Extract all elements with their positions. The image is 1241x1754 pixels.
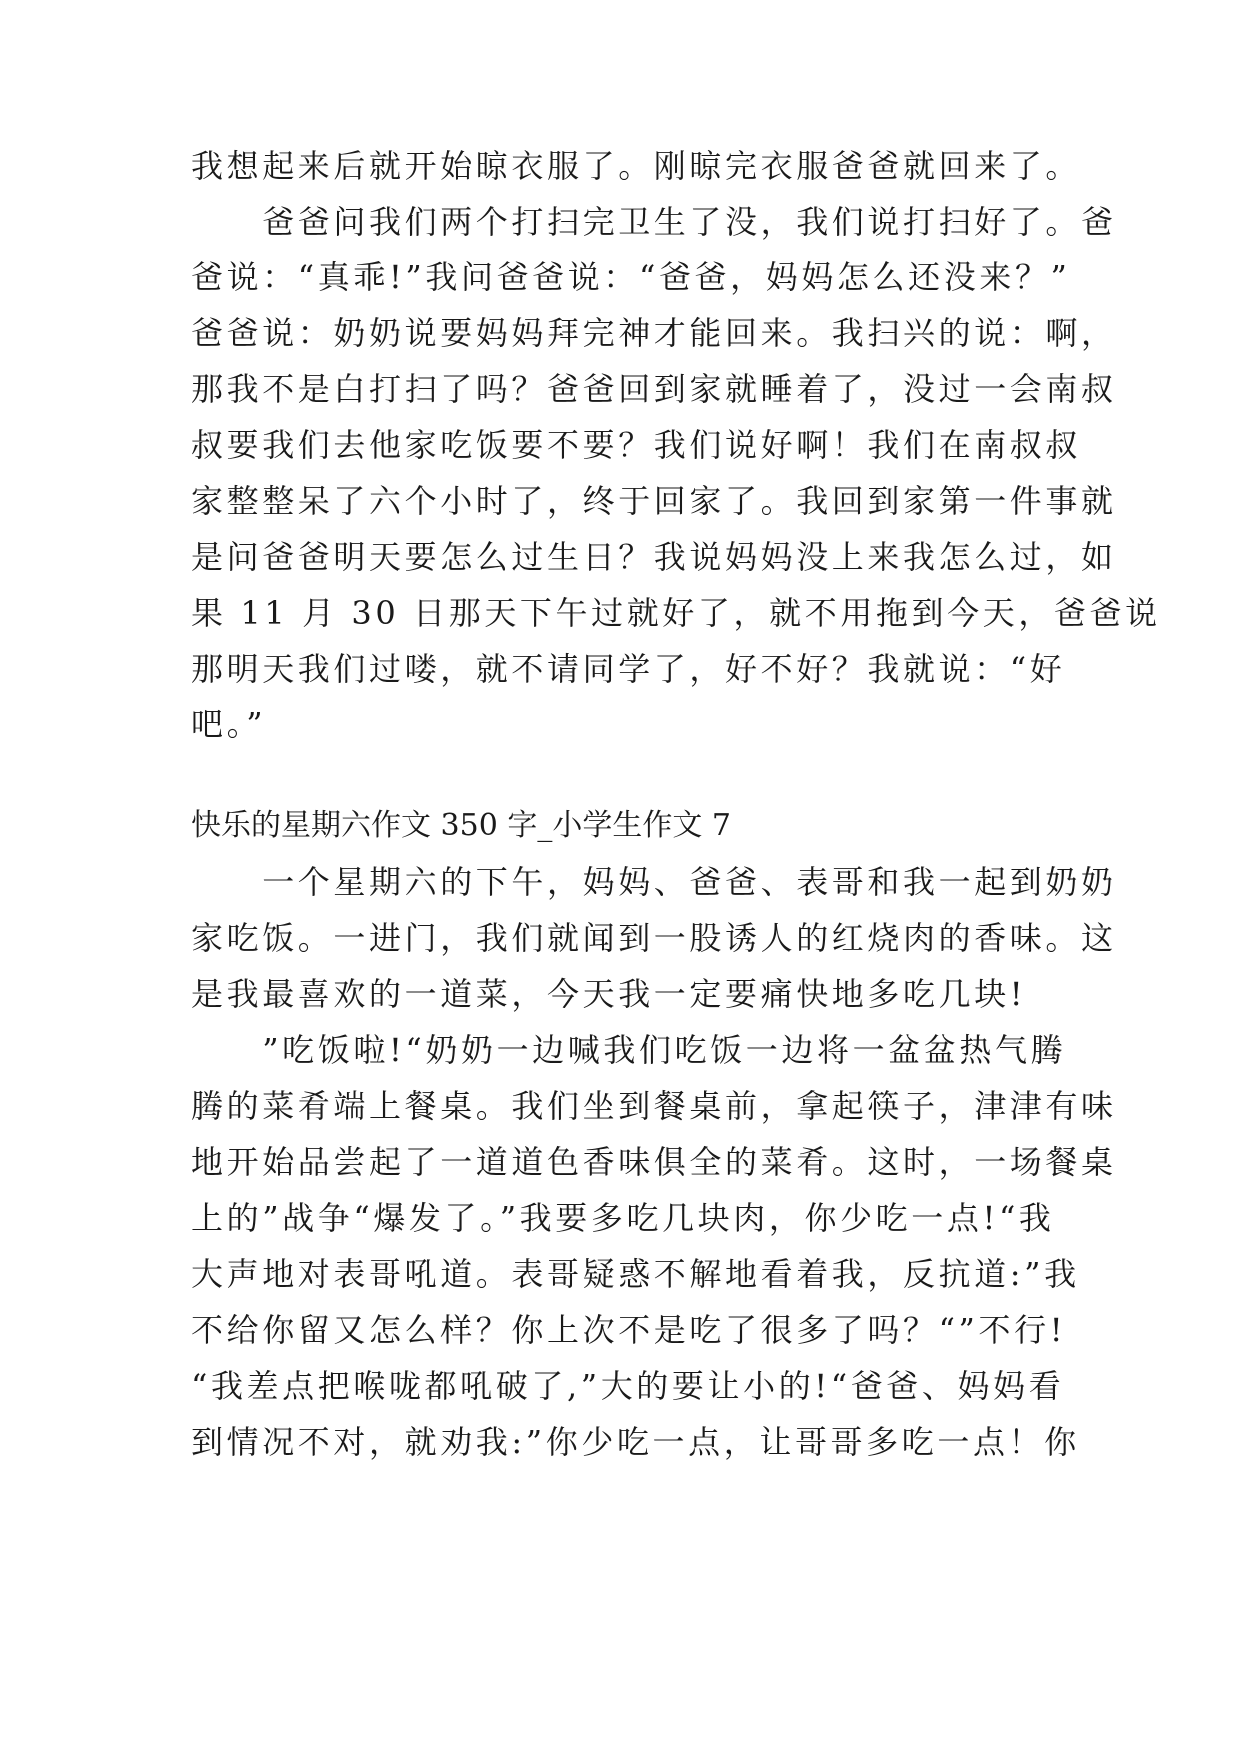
section-title: 快乐的星期六作文 350 字_小学生作文 7 [191, 808, 731, 843]
paragraph-line: 是问爸爸明天要怎么过生日？我说妈妈没上来我怎么过，如 [191, 538, 1117, 576]
paragraph-line: 到情况不对，就劝我:”你少吃一点，让哥哥多吃一点！你 [191, 1423, 1080, 1461]
paragraph-line: 上的”战争“爆发了。”我要多吃几块肉，你少吃一点!“我 [191, 1199, 1055, 1237]
paragraph-line: 地开始品尝起了一道道色香味俱全的菜肴。这时，一场餐桌 [191, 1143, 1117, 1181]
paragraph-line: 爸说：“真乖!”我问爸爸说：“爸爸，妈妈怎么还没来？” [191, 258, 1071, 296]
paragraph-line: 家整整呆了六个小时了，终于回家了。我回到家第一件事就 [191, 482, 1117, 520]
paragraph-line: 那明天我们过喽，就不请同学了，好不好？我就说：“好 [191, 650, 1066, 688]
paragraph-line: 腾的菜肴端上餐桌。我们坐到餐桌前，拿起筷子，津津有味 [191, 1087, 1117, 1125]
paragraph-line: 爸爸问我们两个打扫完卫生了没，我们说打扫好了。爸 [191, 203, 1117, 241]
paragraph-line: 吧。” [191, 705, 267, 743]
paragraph-line: 那我不是白打扫了吗？爸爸回到家就睡着了，没过一会南叔 [191, 370, 1117, 408]
paragraph-line: 一个星期六的下午，妈妈、爸爸、表哥和我一起到奶奶 [191, 863, 1117, 901]
paragraph-line: 果 11 月 30 日那天下午过就好了，就不用拖到今天，爸爸说 [191, 594, 1161, 632]
paragraph-line: 叔要我们去他家吃饭要不要？我们说好啊！我们在南叔叔 [191, 426, 1082, 464]
paragraph-line: “我差点把喉咙都吼破了,”大的要让小的!“爸爸、妈妈看 [191, 1367, 1065, 1405]
paragraph-line: 不给你留又怎么样？你上次不是吃了很多了吗？“”不行! [191, 1311, 1067, 1349]
paragraph-line: 爸爸说：奶奶说要妈妈拜完神才能回来。我扫兴的说：啊， [191, 314, 1117, 352]
paragraph-line: ”吃饭啦!“奶奶一边喊我们吃饭一边将一盆盆热气腾 [191, 1031, 1067, 1069]
paragraph-line: 大声地对表哥吼道。表哥疑惑不解地看着我，反抗道:”我 [191, 1255, 1080, 1293]
paragraph-line: 家吃饭。一进门，我们就闻到一股诱人的红烧肉的香味。这 [191, 919, 1117, 957]
paragraph-line: 我想起来后就开始晾衣服了。刚晾完衣服爸爸就回来了。 [191, 147, 1082, 185]
paragraph-line: 是我最喜欢的一道菜，今天我一定要痛快地多吃几块! [191, 975, 1027, 1013]
